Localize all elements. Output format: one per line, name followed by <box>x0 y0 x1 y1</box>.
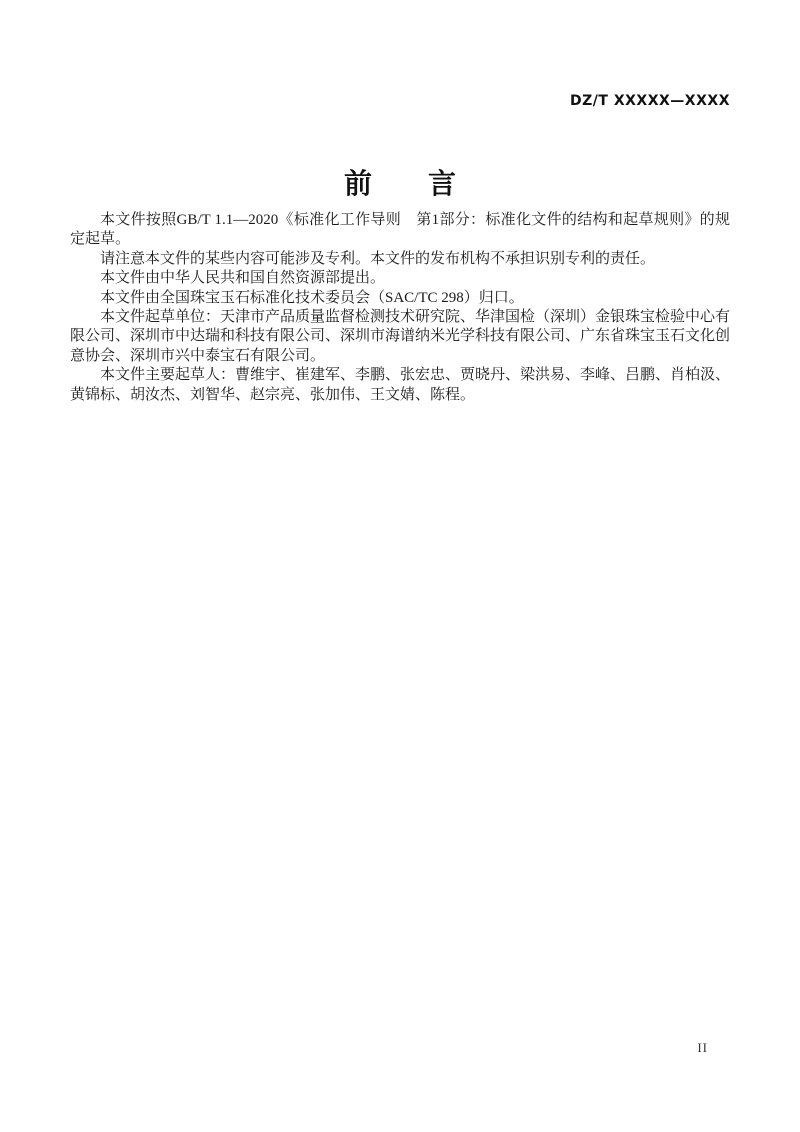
foreword-paragraph-drafting-organizations: 本文件起草单位：天津市产品质量监督检测技术研究院、华津国检（深圳）金银珠宝检验中心有限公司、深圳市中达瑞和科技有限公司、深圳市海谱纳米光学科技有限公司、广东省珠宝玉石文化创意协会、深圳市兴中泰宝石有限公司。 <box>70 309 731 364</box>
document-code: DZ/T XXXXX—XXXX <box>570 93 730 109</box>
foreword-body <box>70 211 730 405</box>
foreword-paragraph-patent-notice: 请注意本文件的某些内容可能涉及专利。本文件的发布机构不承担识别专利的责任。 <box>100 250 656 267</box>
page-title: 前 言 <box>343 169 456 200</box>
foreword-paragraph-centralized-by: 本文件由全国珠宝玉石标准化技术委员会（SAC/TC 298）归口。 <box>100 289 524 306</box>
page-number: II <box>697 1040 708 1055</box>
foreword-paragraph-main-drafters: 本文件主要起草人：曹维宇、崔建军、李鹏、张宏忠、贾晓丹、梁洪易、李峰、吕鹏、肖柏汲、黄锦标、胡汝杰、刘智华、赵宗亮、张加伟、王文婧、陈程。 <box>70 367 731 403</box>
foreword-paragraph-drafting-rules: 本文件按照GB/T 1.1—2020《标准化工作导则 第1部分：标准化文件的结构和起草规则》的规定起草。 <box>70 212 730 248</box>
foreword-paragraph-proposed-by: 本文件由中华人民共和国自然资源部提出。 <box>100 270 386 287</box>
